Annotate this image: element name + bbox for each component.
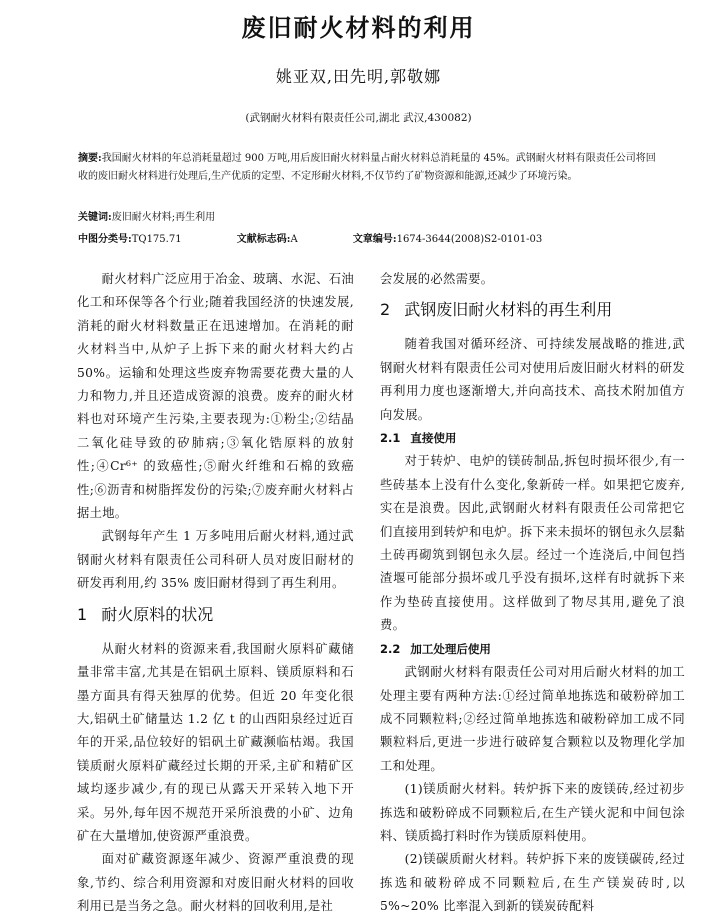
abstract-text: 我国耐火材料的年总消耗量超过 900 万吨,用后废旧耐火材料量占耐火材料总消耗量的 45%。武钢耐火材料有限责任公司将回收的废旧耐火材料进行处理后,生产优质的定型、不定形耐火材料,不仅节约了矿物资源和能源,还减少了环境污染。 (78, 153, 656, 182)
section-2-title: 武钢废旧耐火材料的再生利用 (404, 300, 613, 320)
subsection-2-1-title: 直接使用 (410, 431, 457, 446)
subsection-2-2-number: 2.2 (380, 641, 401, 656)
classification-line (78, 231, 663, 249)
intro-paragraph-1: 耐火材料广泛应用于冶金、玻璃、水泥、石油化工和环保等各个行业;随着我国经济的快速发展,消耗的耐火材料数量正在迅速增加。在消耗的耐火材料当中,从炉子上拆下来的耐火材料大约占 50%。运输和处理这些废弃物需要花费大量的人力和物力,并且还造成资源的浪费。废弃的耐火材料也对环境产生污染,主要表现为:①粉尘;②结晶二氧化硅导致的矽肺病;③氧化锆原料的放射性;④Cr⁶⁺ 的致癌性;⑤耐火纤维和石棉的致癌性;⑥沥青和树脂挥发份的污染;⑦废弃耐火材料占据土地。 (77, 272, 354, 521)
section-1-title: 耐火原料的状况 (101, 604, 214, 624)
intro-paragraph-2: 武钢每年产生 1 万多吨用后耐火材料,通过武钢耐火材料有限责任公司科研人员对废旧耐材的研发再利用,约 35% 废旧耐材得到了再生利用。 (77, 529, 354, 591)
keywords-label: 关键词: (78, 212, 112, 223)
subsection-2-2-title: 加工处理后使用 (410, 641, 491, 656)
subsection-2-2-paragraph-1: 武钢耐火材料有限责任公司对用后耐火材料的加工处理主要有两种方法:①经过简单地拣选和破粉碎加工成不同颗粒料;②经过简单地拣选和破粉碎加工成不同颗粒料后,更进一步进行破碎复合颗粒以及物理化学加工和处理。 (380, 665, 685, 773)
subsection-2-2-paragraph-2: (1)镁质耐火材料。转炉拆下来的废镁砖,经过初步拣选和破粉碎成不同颗粒后,在生产镁火泥和中间包涂料、镁质捣打料时作为镁质原料使用。 (380, 782, 685, 843)
keywords-text: 废旧耐火材料;再生利用 (111, 212, 216, 223)
right-column (380, 268, 685, 919)
subsection-2-2-paragraph-3: (2)镁碳质耐火材料。转炉拆下来的废镁碳砖,经过拣选和破粉碎成不同颗粒后,在生产镁炭砖时,以 5%~20% 比率混入到新的镁炭砖配料 (380, 852, 685, 914)
article-number (353, 231, 568, 249)
section-1-paragraph-2: 面对矿藏资源逐年减少、资源严重浪费的现象,节约、综合利用资源和对废旧耐火材料的回收利用已是当务之急。耐火材料的回收利用,是社 (77, 852, 354, 914)
continued-paragraph: 会发展的必然需要。 (380, 272, 494, 286)
subsection-2-1-heading (380, 427, 685, 450)
abstract (78, 150, 663, 186)
article-number-value: 1674-3644(2008)S2-0101-03 (396, 234, 543, 245)
subsection-2-2-heading (380, 638, 685, 661)
paper-title: 废旧耐火材料的利用 (241, 14, 476, 42)
section-1-number: 1 (77, 604, 88, 624)
clc-value: TQ175.71 (131, 234, 182, 245)
doc-code-value: A (290, 234, 298, 245)
subsection-2-1-number: 2.1 (380, 431, 401, 446)
author-list: 姚亚双,田先明,郭敬娜 (275, 67, 442, 86)
clc-number (78, 231, 208, 249)
abstract-label: 摘要: (78, 153, 102, 164)
left-column (77, 268, 354, 919)
section-2-heading (380, 297, 685, 323)
article-number-label: 文章编号: (352, 234, 397, 245)
section-1-paragraph-1: 从耐火材料的资源来看,我国耐火原料矿藏储量非常丰富,尤其是在铝矾土原料、镁质原料和石墨方面具有得天独厚的优势。但近 20 年变化很大,铝矾土矿储量达 1.2 亿 t 的山西阳泉经过近百年的开采,品位较好的铝矾土矿藏濒临枯竭。我国镁质耐火原料矿藏经过长期的开采,主矿和精矿区域均逐步减少,有的现已从露天开采转入地下开采。另外,每年因不规范开采所浪费的小矿、边角矿在大量增加,使资源严重浪费。 (77, 641, 354, 843)
document-code (237, 231, 324, 249)
author-affiliation: (武钢耐火材料有限责任公司,湖北 武汉,430082) (245, 112, 472, 124)
section-2-number: 2 (380, 300, 391, 320)
section-1-heading (77, 602, 354, 628)
doc-code-label: 文献标志码: (236, 234, 291, 245)
section-2-paragraph-1: 随着我国对循环经济、可持续发展战略的推进,武钢耐火材料有限责任公司对使用后废旧耐火材料的研发再利用力度也逐渐增大,并向高技术、高技术附加值方向发展。 (380, 337, 685, 422)
subsection-2-1-paragraph: 对于转炉、电炉的镁砖制品,拆包时损坏很少,有一些砖基本上没有什么变化,象新砖一样。如果把它废弃,实在是浪费。因此,武钢耐火材料有限责任公司常把它们直接用到转炉和电炉。拆下来未损坏的钢包永久层黏土砖再砌筑到钢包永久层。经过一个连浇后,中间包挡渣堰可能部分损坏或几乎没有损坏,这样有时就拆下来作为垫砖直接使用。这样做到了物尽其用,避免了浪费。 (380, 454, 685, 633)
clc-label: 中图分类号: (78, 234, 132, 245)
keywords (78, 209, 663, 227)
